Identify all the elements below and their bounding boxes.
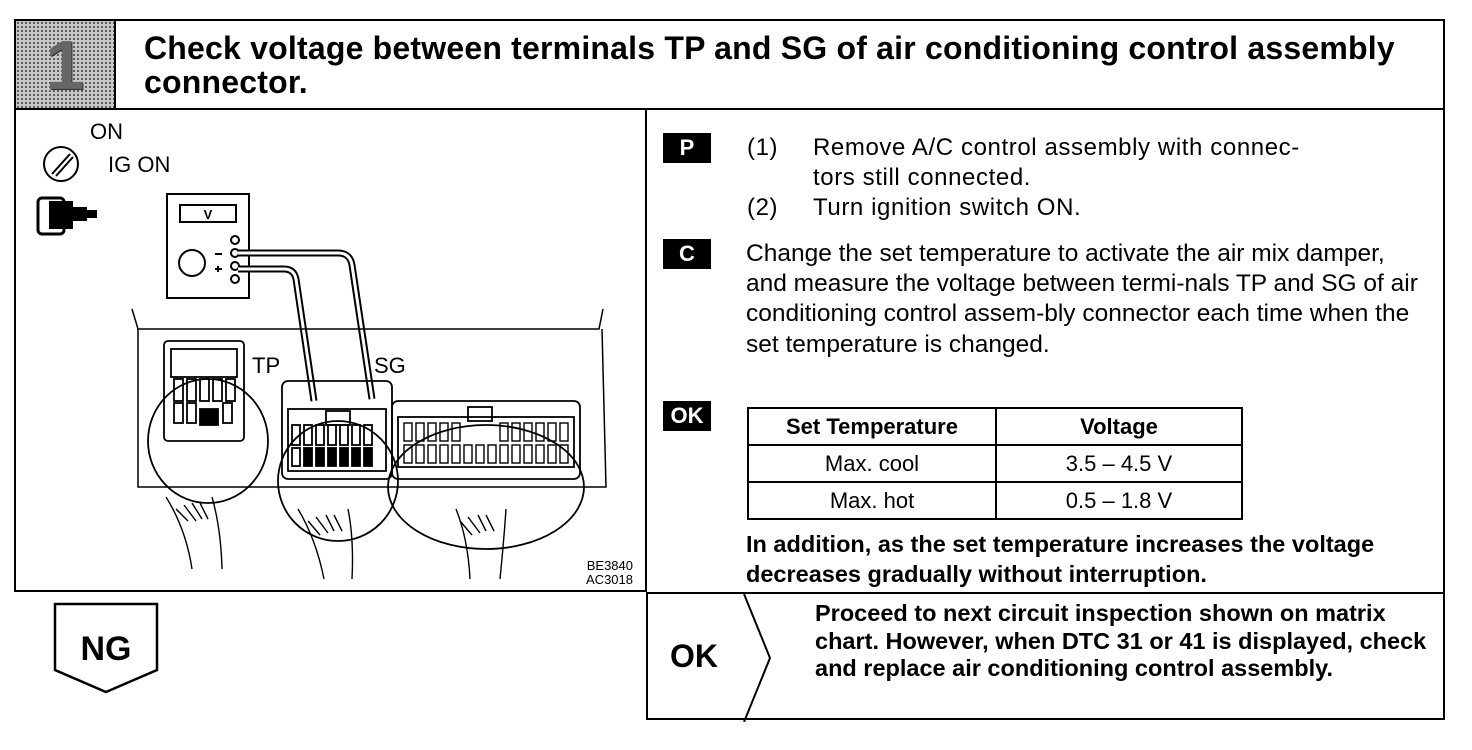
probe-leads bbox=[238, 253, 372, 401]
sg-connector bbox=[278, 381, 398, 541]
header-set-temperature: Set Temperature bbox=[748, 408, 996, 445]
ok-message: Proceed to next circuit inspection shown on matrix chart. However, when DTC 31 or 41 is displayed, check and replace air conditioning control assembly. bbox=[815, 600, 1427, 681]
table-header-row bbox=[748, 408, 1242, 445]
step-2-number: (2) bbox=[747, 194, 779, 221]
ok-result-panel bbox=[646, 592, 1445, 720]
badge-c: C bbox=[663, 239, 711, 269]
ignition-key-icon bbox=[44, 147, 78, 181]
connector-plug-icon bbox=[38, 198, 97, 234]
ig-on-label: IG ON bbox=[108, 152, 171, 177]
table-row bbox=[748, 445, 1242, 482]
wiring-diagram bbox=[14, 109, 647, 592]
tp-connector bbox=[148, 341, 268, 503]
ok-label: OK bbox=[670, 638, 718, 674]
ignition-on-label: ON bbox=[90, 119, 123, 144]
step-title: Check voltage between terminals TP and SG of air conditioning control assembly connector. bbox=[144, 30, 1395, 100]
step-1-line-2: tors still connected. bbox=[813, 164, 1032, 191]
figure-code-1: BE3840 bbox=[586, 558, 633, 573]
badge-ok: OK bbox=[663, 401, 711, 431]
cell-max-cool: Max. cool bbox=[748, 445, 996, 482]
badge-p: P bbox=[663, 133, 711, 163]
table-row bbox=[748, 482, 1242, 519]
step-number-box bbox=[16, 21, 116, 108]
step-1-number: (1) bbox=[747, 134, 779, 161]
step-number: 1 bbox=[45, 26, 85, 104]
step-2-text: Turn ignition switch ON. bbox=[813, 194, 1082, 221]
header-voltage: Voltage bbox=[996, 408, 1242, 445]
step-1-line-1: Remove A/C control assembly with connec- bbox=[813, 134, 1300, 161]
step-header bbox=[14, 19, 1445, 110]
voltage-spec-table bbox=[747, 407, 1243, 520]
connector-illustration bbox=[16, 109, 649, 592]
check-instructions: Change the set temperature to activate the air mix damper, and measure the voltage between termi-nals TP and SG of air conditioning control assem-bly connector each time when the set temperature is changed. bbox=[746, 240, 1418, 358]
wire-bundles bbox=[166, 497, 506, 579]
instruction-panel bbox=[646, 109, 1445, 592]
cell-max-cool-voltage: 3.5 – 4.5 V bbox=[996, 445, 1242, 482]
cell-max-hot: Max. hot bbox=[748, 482, 996, 519]
figure-code-2: AC3018 bbox=[586, 572, 633, 587]
large-connector-pins bbox=[404, 423, 568, 463]
tp-label: TP bbox=[252, 353, 281, 378]
sg-label: SG bbox=[374, 353, 406, 378]
meter-label: V bbox=[203, 207, 213, 222]
additional-note: In addition, as the set temperature increases the voltage decreases gradually without interruption. bbox=[746, 531, 1375, 588]
ng-label: NG bbox=[80, 630, 132, 668]
cell-max-hot-voltage: 0.5 – 1.8 V bbox=[996, 482, 1242, 519]
